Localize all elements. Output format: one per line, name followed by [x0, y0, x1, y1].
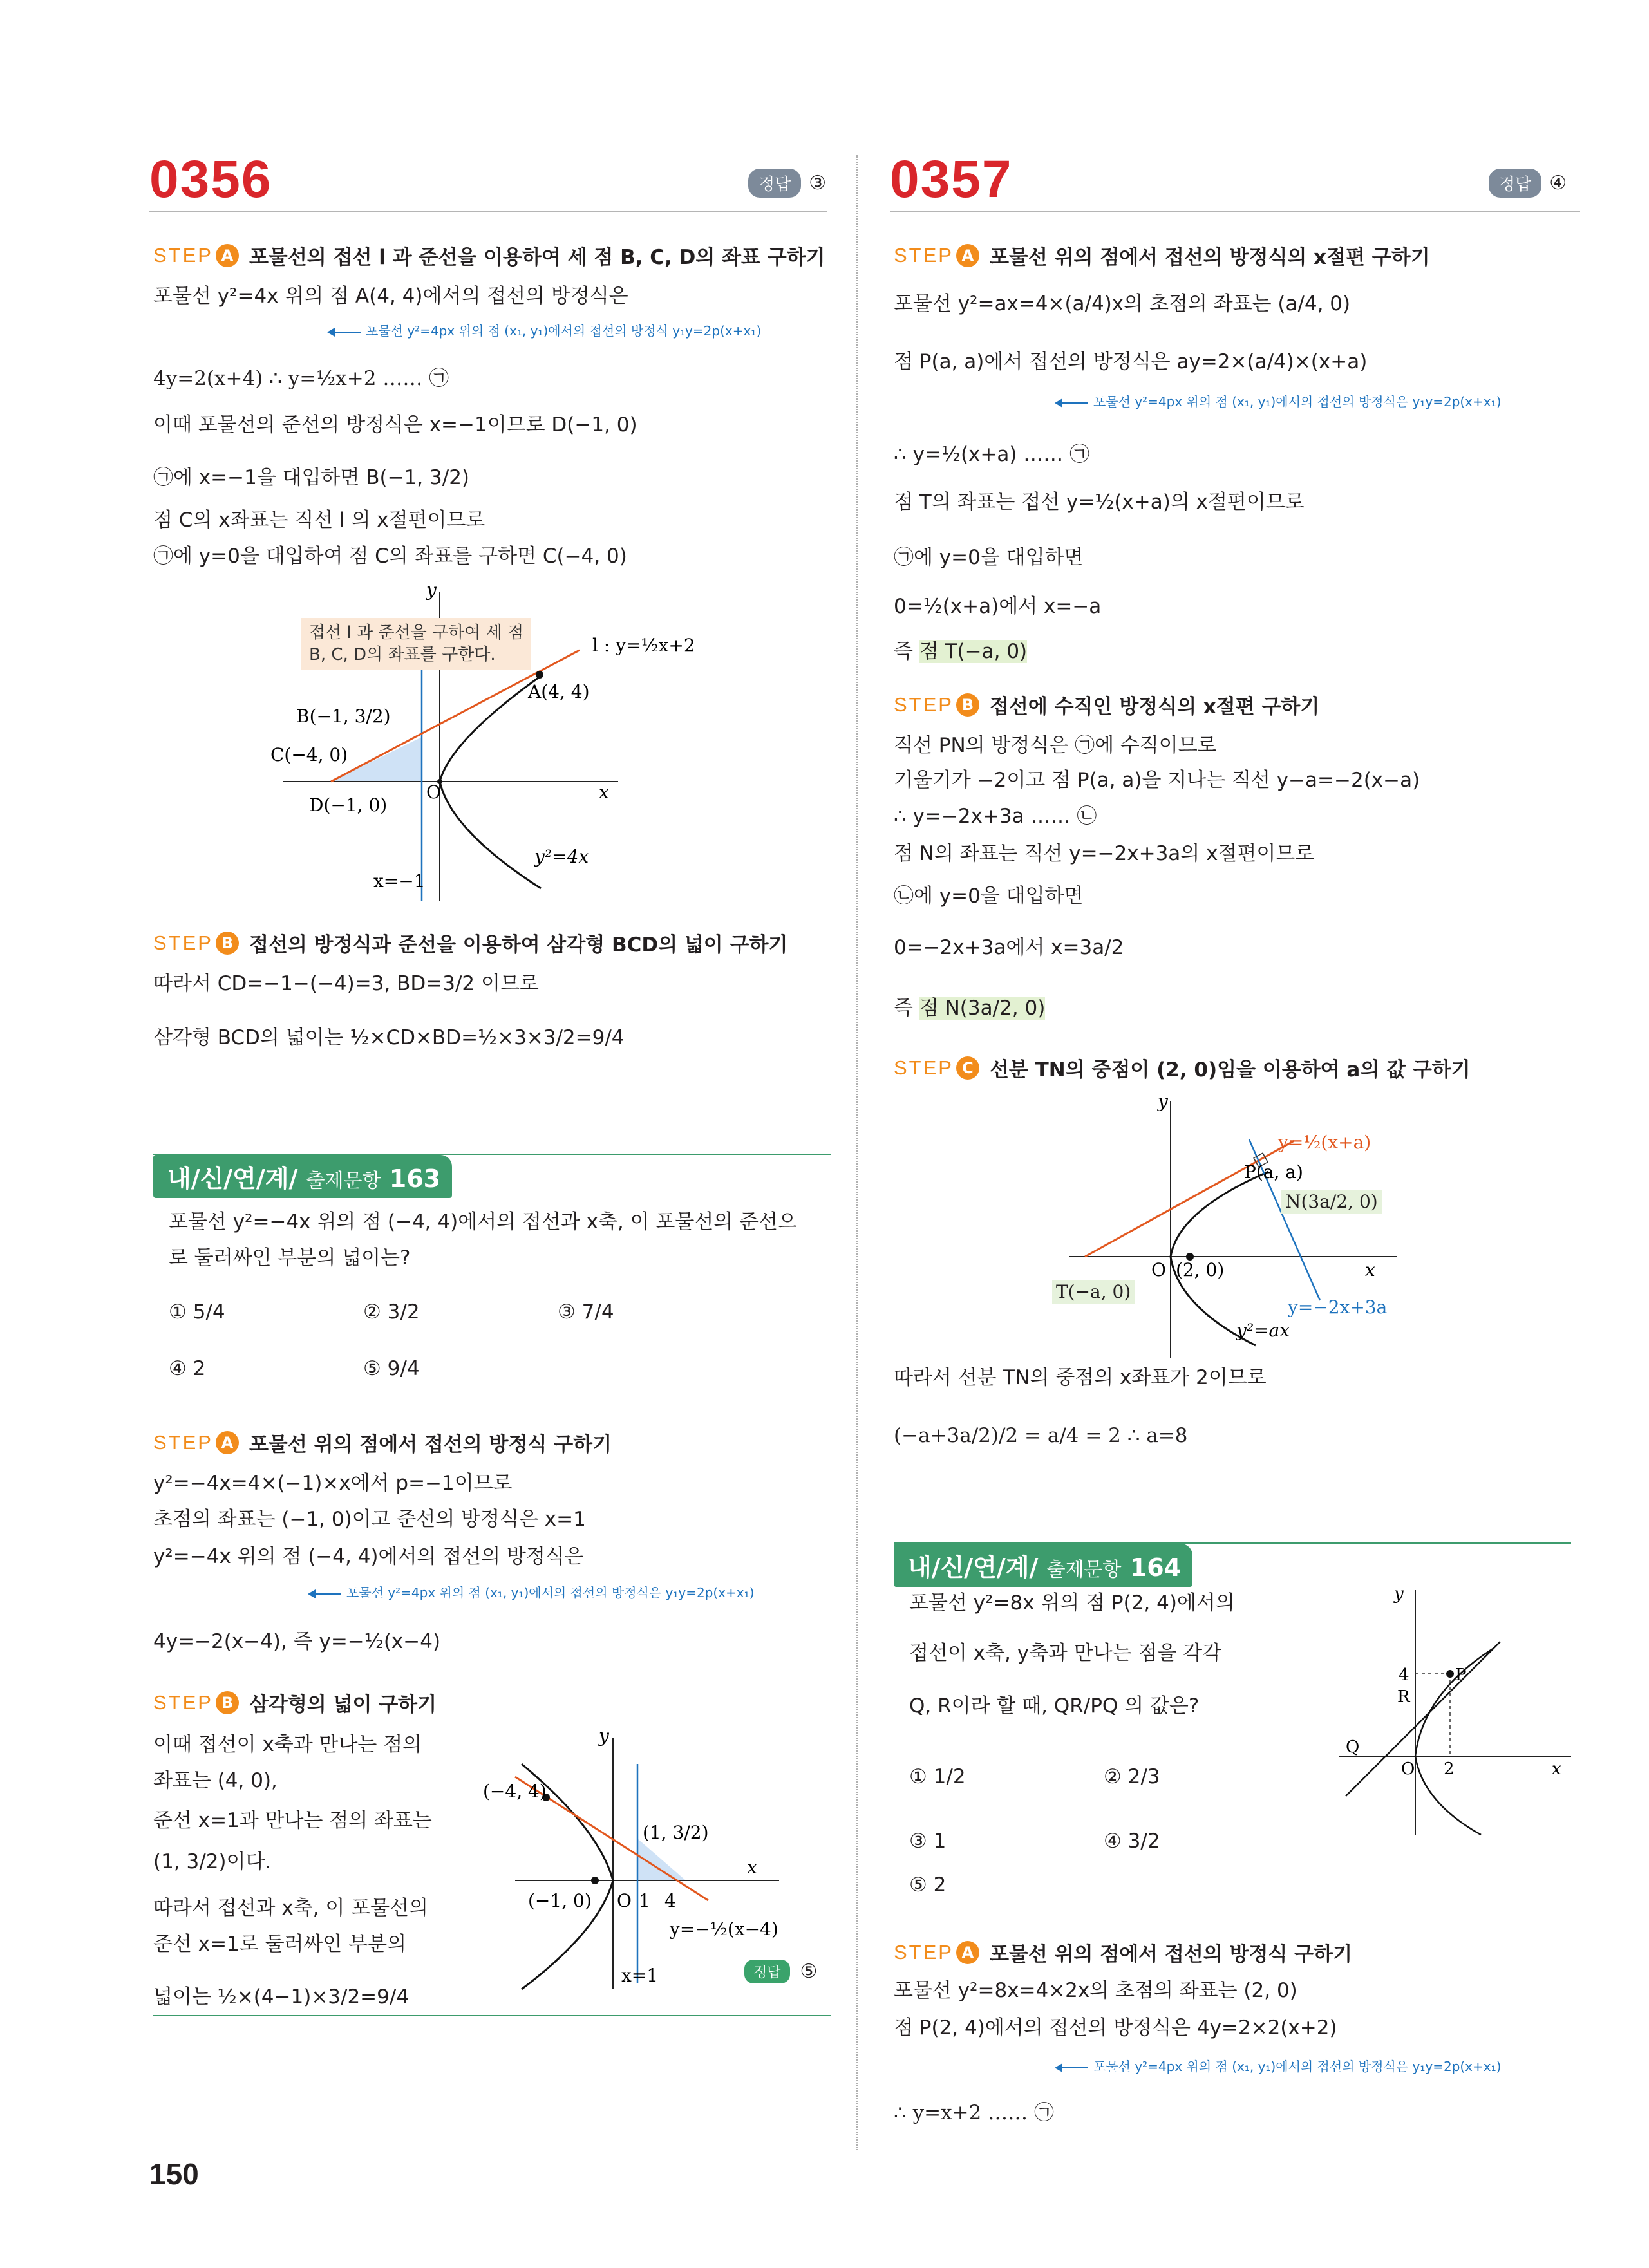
point-p — [1446, 1670, 1454, 1678]
text-line: 점 T의 좌표는 접선 y=½(x+a)의 x절편이므로 — [894, 491, 1305, 514]
label-normal: y=−2x+3a — [1288, 1297, 1388, 1318]
text-line: y²=−4x 위의 점 (−4, 4)에서의 접선의 방정식은 — [153, 1545, 584, 1568]
tangent-line — [1085, 1141, 1294, 1257]
step-title: 삼각형의 넓이 구하기 — [249, 1693, 437, 1716]
text-line: 따라서 접선과 x축, 이 포물선의 — [153, 1897, 428, 1920]
highlight-result: 점 N(3a/2, 0) — [919, 997, 1046, 1020]
label-a: A(4, 4) — [528, 681, 590, 702]
label-two: 2 — [1444, 1759, 1455, 1779]
label-n: N(3a/2, 0) — [1281, 1190, 1382, 1214]
label-focus: (−1, 0) — [528, 1890, 592, 1911]
text-line: ㉡에 y=0을 대입하면 — [894, 885, 1084, 908]
label-y: y — [426, 579, 437, 601]
question-text: 포물선 y²=8x 위의 점 P(2, 4)에서의 — [909, 1591, 1235, 1615]
question-text: 포물선 y²=−4x 위의 점 (−4, 4)에서의 접선과 x축, 이 포물선의 준선으 — [169, 1210, 797, 1233]
text-line: 직선 PN의 방정식은 ㉠에 수직이므로 — [894, 734, 1217, 757]
normal-line-graph-0357 — [1056, 1094, 1507, 1365]
label-d: D(−1, 0) — [309, 794, 388, 816]
text-line: 기울기가 −2이고 점 P(a, a)을 지나는 직선 y−a=−2(x−a) — [894, 769, 1420, 792]
label-r: R — [1397, 1687, 1410, 1707]
label-four: 4 — [1399, 1665, 1409, 1685]
label-b: B(−1, 3/2) — [296, 706, 391, 727]
label-y: y — [1394, 1584, 1404, 1604]
step-b2-heading: STEP B 삼각형의 넓이 구하기 — [153, 1688, 437, 1717]
step-title: 포물선 위의 점에서 접선의 방정식 구하기 — [249, 1433, 612, 1456]
label-x: x — [747, 1857, 757, 1878]
label-c: C(−4, 0) — [270, 744, 348, 765]
answer-value: ③ — [809, 172, 827, 194]
label-curve: y²=4x — [534, 846, 589, 867]
text-line: (1, 3/2)이다. — [153, 1850, 272, 1873]
formula-hint: 포물선 y²=4px 위의 점 (x₁, y₁)에서의 접선의 방정식은 y₁y=2p(x+x₁) — [1056, 391, 1501, 410]
answer-badge: 정답 — [1489, 169, 1541, 198]
equation-line: ∴ y=x+2 …… ㉠ — [894, 2101, 1054, 2124]
step-a-heading: STEP A 포물선 위의 점에서 접선의 방정식의 x절편 구하기 — [894, 241, 1430, 270]
column-divider — [856, 155, 858, 2150]
formula-hint: 포물선 y²=4px 위의 점 (x₁, y₁)에서의 접선의 방정식 y₁y=2p(x+x₁) — [328, 321, 761, 339]
text-line: 이때 포물선의 준선의 방정식은 x=−1이므로 D(−1, 0) — [153, 413, 637, 436]
text-line: ㉠에 y=0을 대입하여 점 C의 좌표를 구하면 C(−4, 0) — [153, 545, 627, 568]
label-q: Q — [1346, 1738, 1360, 1757]
answer-value: ⑤ — [800, 1960, 818, 1983]
label-tangent: l : y=½x+2 — [592, 635, 695, 656]
text-line: 0=½(x+a)에서 x=−a — [894, 595, 1102, 618]
equation-line: 4y=−2(x−4), 즉 y=−½(x−4) — [153, 1630, 441, 1653]
equation-line: 4y=2(x+4) ∴ y=½x+2 …… ㉠ — [153, 367, 449, 390]
question-text: 로 둘러싸인 부분의 넓이는? — [169, 1246, 411, 1270]
section-end-rule — [153, 2015, 831, 2016]
text-line: 포물선 y²=4x 위의 점 A(4, 4)에서의 접선의 방정식은 — [153, 285, 628, 308]
point-a — [536, 671, 543, 679]
label-tangent: y=−½(x−4) — [670, 1918, 778, 1940]
choice-1: ① 1/2 — [909, 1765, 966, 1788]
text-line: 준선 x=1과 만나는 점의 좌표는 — [153, 1809, 432, 1832]
parabola-upper — [1171, 1172, 1268, 1257]
step-title: 접선에 수직인 방정식의 x절편 구하기 — [989, 695, 1320, 718]
text-line: 즉 점 T(−a, 0) — [894, 640, 1028, 663]
label-x: x — [599, 782, 609, 803]
naesin-tag-163: 내/신/연/계/ 출제문항 163 — [153, 1155, 452, 1198]
choice-2: ② 3/2 — [363, 1300, 420, 1324]
text-line: 점 C의 x좌표는 직선 l 의 x절편이므로 — [153, 509, 485, 532]
question-text: 접선이 x축, y축과 만나는 점을 각각 — [909, 1642, 1222, 1665]
answer-indicator — [748, 169, 826, 198]
label-origin: O — [1151, 1259, 1166, 1280]
problem-number: 0356 — [149, 150, 272, 209]
equation-line: ∴ y=−2x+3a …… ㉡ — [894, 805, 1097, 828]
focus-point — [591, 1877, 599, 1884]
label-x: x — [1552, 1759, 1561, 1779]
text-line: 포물선 y²=8x=4×2x의 초점의 좌표는 (2, 0) — [894, 1979, 1297, 2002]
text-line: y²=−4x=4×(−1)×x에서 p=−1이므로 — [153, 1472, 513, 1495]
formula-hint: 포물선 y²=4px 위의 점 (x₁, y₁)에서의 접선의 방정식은 y₁y=2p(x+x₁) — [1056, 2056, 1501, 2075]
tangent-line — [1346, 1642, 1500, 1796]
text-line: 이때 접선이 x축과 만나는 점의 — [153, 1733, 422, 1756]
text-line: 포물선 y²=ax=4×(a/4)x의 초점의 좌표는 (a/4, 0) — [894, 292, 1351, 315]
text-line: 초점의 좌표는 (−1, 0)이고 준선의 방정식은 x=1 — [153, 1508, 586, 1531]
label-origin: O — [617, 1890, 632, 1911]
choice-4: ④ 2 — [169, 1357, 206, 1380]
naesin-tag-164: 내/신/연/계/ 출제문항 164 — [894, 1544, 1192, 1587]
problem-number: 0357 — [890, 150, 1013, 209]
label-one: 1 — [639, 1890, 650, 1911]
text-line: 넓이는 ½×(4−1)×3/2=9/4 — [153, 1985, 410, 2009]
choice-3: ③ 7/4 — [558, 1300, 614, 1324]
text-line: 삼각형 BCD의 넓이는 ½×CD×BD=½×3×3/2=9/4 — [153, 1026, 625, 1049]
label-origin: O — [1401, 1759, 1415, 1779]
step-a2-heading: STEP A 포물선 위의 점에서 접선의 방정식 구하기 — [894, 1938, 1352, 1967]
step-title: 포물선 위의 점에서 접선의 방정식의 x절편 구하기 — [989, 246, 1430, 269]
label-curve: y²=ax — [1236, 1320, 1290, 1341]
step-title: 접선의 방정식과 준선을 이용하여 삼각형 BCD의 넓이 구하기 — [249, 933, 788, 957]
header-rule — [890, 211, 1580, 212]
text-line: 점 P(2, 4)에서의 접선의 방정식은 4y=2×2(x+2) — [894, 2016, 1337, 2039]
hint-callout: 접선 l 과 준선을 구하여 세 점 B, C, D의 좌표를 구한다. — [301, 618, 531, 670]
step-a-heading: STEP A 포물선의 접선 l 과 준선을 이용하여 세 점 B, C, D의 좌표 구하기 — [153, 241, 825, 270]
step-c-heading: STEP C 선분 TN의 중점이 (2, 0)임을 이용하여 a의 값 구하기 — [894, 1053, 1471, 1082]
text-line: 점 P(a, a)에서 접선의 방정식은 ay=2×(a/4)×(x+a) — [894, 350, 1368, 373]
page-number: 150 — [149, 2157, 199, 2191]
text-line: ㉠에 y=0을 대입하면 — [894, 546, 1084, 569]
text-line: 점 N의 좌표는 직선 y=−2x+3a의 x절편이므로 — [894, 842, 1315, 865]
answer-badge: 정답 — [744, 1960, 790, 1983]
tangent-graph-163 — [476, 1725, 811, 1996]
highlight-result: 점 T(−a, 0) — [919, 640, 1028, 663]
choice-4: ④ 3/2 — [1104, 1830, 1160, 1853]
text-line: 따라서 CD=−1−(−4)=3, BD=3/2 이므로 — [153, 972, 539, 995]
label-midpoint: (2, 0) — [1176, 1259, 1225, 1280]
parabola-upper — [1415, 1648, 1494, 1756]
label-t: T(−a, 0) — [1052, 1280, 1135, 1304]
answer-indicator-163 — [744, 1960, 817, 1983]
step-title: 선분 TN의 중점이 (2, 0)임을 이용하여 a의 값 구하기 — [989, 1058, 1471, 1082]
step-b-heading: STEP B 접선에 수직인 방정식의 x절편 구하기 — [894, 690, 1319, 719]
label-x: x — [1365, 1259, 1375, 1280]
choice-3: ③ 1 — [909, 1830, 947, 1853]
label-y: y — [599, 1725, 609, 1747]
label-four: 4 — [664, 1890, 676, 1911]
question-text: Q, R이라 할 때, QR/PQ 의 값은? — [909, 1694, 1200, 1718]
label-origin: O — [426, 782, 441, 803]
text-line: ㉠에 x=−1을 대입하면 B(−1, 3/2) — [153, 466, 470, 489]
equation-line: (−a+3a/2)/2 = a/4 = 2 ∴ a=8 — [894, 1424, 1188, 1447]
text-line: 즉 점 N(3a/2, 0) — [894, 997, 1046, 1020]
label-p: P — [1455, 1665, 1467, 1685]
answer-indicator — [1489, 169, 1567, 198]
step-a2-heading: STEP A 포물선 위의 점에서 접선의 방정식 구하기 — [153, 1428, 612, 1457]
choice-5: ⑤ 2 — [909, 1873, 947, 1897]
text-line: 준선 x=1로 둘러싸인 부분의 — [153, 1933, 407, 1956]
step-title: 포물선의 접선 l 과 준선을 이용하여 세 점 B, C, D의 좌표 구하기 — [249, 246, 825, 269]
label-directrix: x=−1 — [373, 870, 426, 892]
label-directrix: x=1 — [621, 1965, 659, 1986]
label-tangent: y=½(x+a) — [1278, 1132, 1371, 1153]
step-b-heading: STEP B 접선의 방정식과 준선을 이용하여 삼각형 BCD의 넓이 구하기 — [153, 928, 787, 957]
equation-line: ∴ y=½(x+a) …… ㉠ — [894, 443, 1090, 466]
parabola-upper — [440, 676, 541, 782]
label-y: y — [1158, 1094, 1168, 1112]
text-line: 좌표는 (4, 0), — [153, 1769, 278, 1792]
text-line: 따라서 선분 TN의 중점의 x좌표가 2이므로 — [894, 1366, 1267, 1389]
label-point: (−4, 4) — [483, 1781, 547, 1802]
label-intersection: (1, 3/2) — [643, 1822, 709, 1843]
answer-badge: 정답 — [748, 169, 801, 198]
choice-2: ② 2/3 — [1104, 1765, 1160, 1788]
choice-1: ① 5/4 — [169, 1300, 225, 1324]
label-p: P(a, a) — [1244, 1161, 1303, 1183]
choice-5: ⑤ 9/4 — [363, 1357, 420, 1380]
step-title: 포물선 위의 점에서 접선의 방정식 구하기 — [989, 1943, 1353, 1966]
text-line: 0=−2x+3a에서 x=3a/2 — [894, 936, 1124, 959]
tangent-graph-164 — [1326, 1584, 1584, 1841]
answer-value: ④ — [1549, 172, 1567, 194]
parabola-lower — [440, 782, 541, 888]
header-rule — [149, 211, 827, 212]
formula-hint: 포물선 y²=4px 위의 점 (x₁, y₁)에서의 접선의 방정식은 y₁y=2p(x+x₁) — [309, 1582, 754, 1601]
